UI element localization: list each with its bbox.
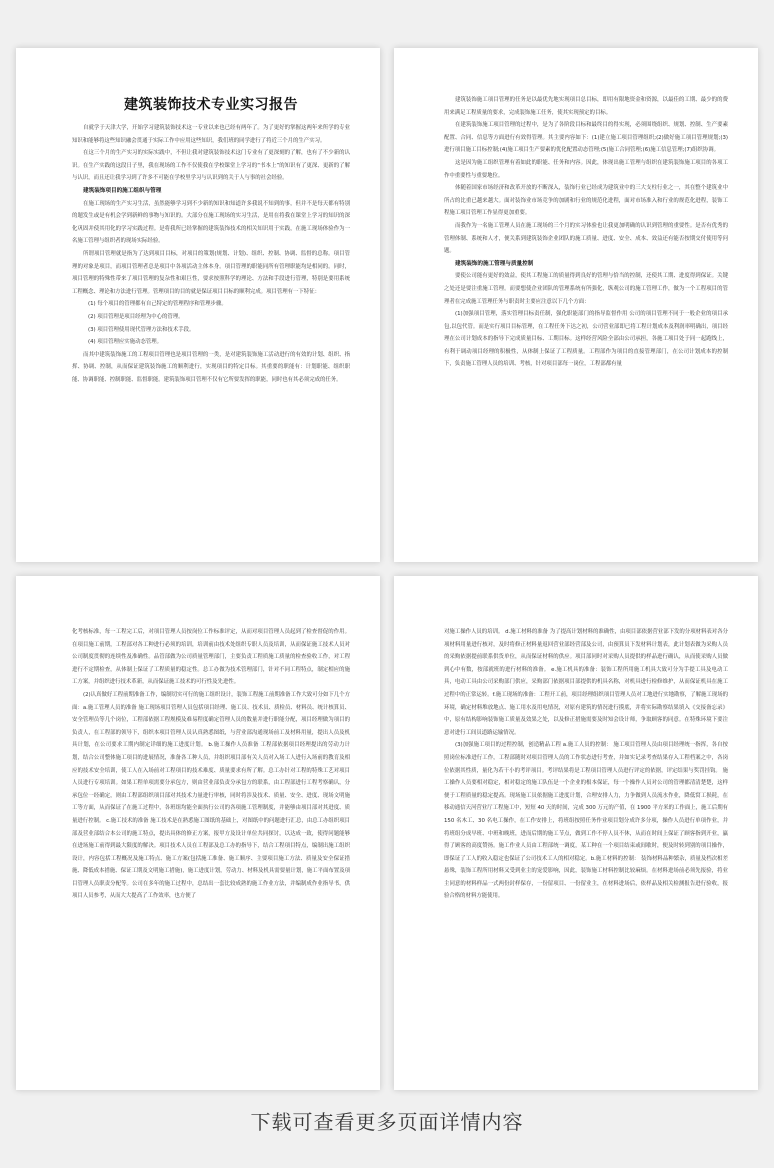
- paragraph: 化考核标准，每一工程完工后，对项目管理人员按岗位工作标准评定，从而对项目管理人员起到了检查督促的作用。 在项目施工前期，工程部对各工种进行必须的培训，培训前由技术处组织专职人员及培训，从而保证施工技术人员对公司制度贯彻的连续性及准确性。品管部做为公司质量管理部门，主要负责工程质施工质量的检查验收工作，对工程进行不定期检查，从体制上保证了工程质量的稳定性。总工办做为技术管理部门，针对不同工程特点，制定相应的施工方案，并组织进行技术革新，从而保证施工技术的可行性及先进性。: [72, 629, 350, 686]
- paragraph: (1)加强项目管理，落实管理目标责任制，强化职能部门的指导监督作用 公司的项目管理不同于一般企业的项目承包,以包代管。而是实行项目目标管理，在工程任务下达之初，公司营业部即已将工程计划成本及利润率明确出，项目经理在公司计划成本的指导下完成质量目标、工期目标。这样经营风险全部由公司承担，各施工项目处于同一起跑线上，有利于调动项目经理的积极性，从体制上保证了工程质量。工程部作为项目的直接管理部门，在公司计划成本的控制下，负责施工管理人员的培训、考核，针对项目部每一岗位，工程部都有量: [444, 311, 728, 368]
- list-item: (2) 项目管理是项目经理为中心的管理。: [88, 313, 184, 320]
- list-item: (3) 项目管理使用现代管理方法和技术手段。: [88, 326, 195, 333]
- paragraph: 在这三个月的生产实习的实际实践中，不但让我对建筑装饰技术这门专业有了更深刻的了解，也有了不少新的认识。在生产实践的这段日子里，我在现场的工作不仅使我在学校课堂上学习的“书本上”的知识有了更深、更新的了解与认识，而且还让我学习到了许多不可能在学校里学习与认识到的关于人与事的社会经验。: [72, 150, 350, 182]
- section-heading: 建筑装饰的施工管理与质量控制: [455, 260, 534, 267]
- paragraph: 对施工操作人员的培训。 d.施工材料的准备 为了提高计划材料的准确性，由项目部依据营业部下发的分项材料表对各分项材料用量进行核对，及时将修正材料量返回营业部经营部及公司，由预算员下发材料计划表，此计划表做为采购人员的采购依据提前联系供货单位，从而保证材料的供应。项目部同时对采购人员提供的样品进行确认，从而使采购人员做到心中有数，按部就班的进行材料的准备。 e.施工机具的准备：装饰工程所用施工机具大致可分为手提工具及电动工具，电动工具由公司采购部门供应，采购部门依据项目部提供的机具名称，对机具进行检修维护，从而保证机具在施工过程中的正常运转。f.施工现场的准备：工程开工前，项目经理组织项目管理人员对工地进行实地勘察，了解施工现场的环境，确定材料堆放地点、施工用水及用电情况，对原有建筑的情况进行摸底，并将实际勘察结果填入《交接备忘录》中，原有结构影响装饰施工质量及效果之处，以及修正措施需要及时知会设计师，争取顾客的同意。在特殊环境下要注意对进行工间员道路运输情况。: [444, 629, 728, 736]
- document-page-4: [394, 576, 758, 1090]
- document-page-3: [16, 576, 380, 1090]
- list-item: (1) 每个项目的管理都有自己特定的管理程序和管理步骤。: [88, 301, 227, 308]
- paragraph: 要使公司能有更好的效益，使其工程施工的质量得到良好的管理与恰当的控制，还使其工期、进度得到保证。关键之处还是要注重施工管理。而要想使企业团队的管理系统有所强化，纵观公司的施工管理工作，做为一个工程项目的管理者在完成施工管理任务与职责时主要应注意以下几个方面：: [444, 273, 728, 305]
- paragraph: 在建筑装饰施工项目管理的过程中，是为了各阶段目标和最终目的得实现，必须围绕组织、规划、控制、生产要素配置、合同、信息等方面进行有效得管理。其主要内容如下：(1)建立施工项目管理组织;(2)做好施工项目管理规划;(3)进行项目施工目标控制;(4)施工项目生产要素的优化配置动态管理;(5)施工合同管理;(6)施工信息管理;(7)组织协调。: [444, 122, 728, 154]
- paragraph: 体随着国家市场经济和改革开放的不断深入，装饰行业已经成为建筑业中的三大支柱行业之一，其在整个建筑业中所占的比重已越来越大。面对装饰业市场竞争的加剧和行业的规范化进程，面对市场准入和行业的规范化进程，装饰工程施工项目管理工作显得更加重要。: [444, 185, 728, 217]
- paragraph: 这是因为施工组织管理有着如此的职能、任务和内容。因此，体现出施工管理与组织在建筑装饰施工项目的各项工作中重要性与重要地位。: [444, 159, 728, 179]
- section-heading: 建筑装饰项目的施工组织与管理: [83, 187, 162, 194]
- download-more-caption[interactable]: 下载可查看更多页面详情内容: [250, 1110, 524, 1134]
- paragraph: 在施工现场的生产实习生活，虽然能够学习到不少新的知识和知道许多我说不知到的事，但并不是每天都有特别的题发生或是有机会学到新鲜的事物与知识的。大部分在施工现场的实习生活，是用在将我在课堂上学习的知识的深化巩固并使其用化的学习实践过程。是将我所已经掌握的建筑装饰技术的相关知识用于实践，在施工现场体验作为一名施工管理与组织者的现场实际经验。: [72, 200, 350, 245]
- document-page-1: [16, 48, 380, 562]
- document-page-2: [394, 48, 758, 562]
- paragraph: (2)认真做好工程前期准备工作，编制切实可行的施工组织设计，装饰工程施工前期准备工作大致可分如下几个方面：a.施工管理人员的准备 施工现场项目管理人员包括项目经理、施工员、技术员、质检员、材料员、统计核算员、安全管理员等几个岗位，工程部依据工程规模及难易程度确定管理人员的数量并进行职能分配，项目经理做为项目的负责人，在工程部的领导下，组织本项目管理人员认真熟悉图纸，与营业部沟通现场前工及材料用量，提出人员及机具计划，在公司要求工期内制定详细的施工进度计划。 b.施工操作人员准备 工程部依据项目经理提出的劳动力计划，结合公司整体施工项目的进展情况，准备各工种人员，并组织项目部有关人员对入场工人进行入场前的教育及相应的技术安全培训，使工人在入场前对工程项目的技术难度、质量要求有所了解。总工办针对工程的特殊工艺对项目人员进行专项培训。如果工程单项需要分承包方，则由营业部负责分承包方的联系，由工程部进行工程考察确认，分承包位一经确定，则由工程部组织项目部对其技术力量进行审核，同时将涉及技术、质量、安全、进度、现场文明施工等方面，从而保证了在施工过程中，各班组均能全面执行公司的各项施工管理制度，并能够由项目部对其进度、质量进行控制。 c.施工技术的准备 施工技术是在熟悉施工图纸的基础上，对图纸中的问题进行汇总，由总工办组织项目部及营业部结合本公司的施工特点，提出具体的修正方案，报甲方及设计单位共同探讨，以达成一致，使得问题能够在进场施工前得到最大限度的解决。项目技术人员在工程部及总工办的指导下，结合工程项目特点，编制出施工组织设计，内容包括工程概况及施工特点、施工方案(包括施工准备、施工顺序、主要项目施工方法、质量及安全保证措施、降低成本措施、保证工期及文明施工措施)，施工进度计划，劳动力、材料及机具需要量计划，施工平面布置及项目管理人员职责分配等。公司在多年的施工过程中，总结出一套比较成熟的施工作业方法，并编制成作业指导书，供项目人员参考，从而大大提高了工作效率，也方便了: [72, 691, 350, 900]
- paragraph: 自就学于天津大学，开始学习建筑装饰技术这一专业以来也已经有两年了。为了更好的掌握这两年来所学的专业知识和能够将这些知识融会贯通于实际工作中应用这些知识，我们班的同学进行了将近三个月的生产实习。: [72, 125, 350, 144]
- list-item: (4) 项目管理应实施动态管理。: [88, 339, 163, 346]
- document-title: 建筑装饰技术专业实习报告: [124, 97, 298, 113]
- paragraph: 所谓项目管理就是指为了达到项目目标，对项目的策划(规划、计划)、组织、控制、协调、监督的总称。项目管理的对象是项目，而项目管理者总是项目中各项活动主体本身。项目管理的职能同所有管理职能均是相同的。同时，项目管理的特殊性带来了项目管理的复杂性和艰巨性，要求按照科学的理论、方法和手段进行管理，特别是要用系统工程概念、理论和方法进行管理。管理项目的目的就是保证项目目标的顺利完成。项目管理有一下特征：: [72, 250, 350, 295]
- paragraph: 而我作为一名施工管理人员在施工现场的三个月的实习体验也让我更加明确的认识到管理的重要性。是否有优秀的管理体制、系统和人才，便关系到建筑装饰企业团队的施工质量、进度、安全、成本、效益还有能否按期交付使用等问题。: [444, 222, 728, 255]
- paragraph: 建筑装饰施工项目管理的任务是以最优先地实现项目总目标，即用有限地资金和资源，以最佳的工期、最少的的费用来满足工程质量的要求，完成装饰施工任务，使其实现预定的目标。: [444, 97, 728, 116]
- paragraph: 而其中建筑装饰施工的工程项目管理也是项目管理的一类，是对建筑装饰施工活动进行的有效的计划、组织、指挥、协调、控制，从而保证建筑装饰施工的顺利进行，实现项目的特定目标。其重要的职能有：计划职能、组织职能、协调职能、控制职能、监督职能。建筑装饰项目管理不仅有它所要发挥的职能，同时也有其必须完成的任务。: [72, 351, 350, 383]
- paragraph: (3)加强施工项目的过程控制，创造精品工程 a.施工人员的控制： 施工项目管理人员由项目经理统一指挥，各自按照岗位标准进行工作，工程部随时对项目管理人员的工作状态进行考查，并如实记录考查结果存入工程档案之中，各岗位依据其性质，量化为若干小的考评项目。考评结果将是工程项目管理人员进行评定的依据，评定结果与奖罚挂钩。 施工操作人员要相对稳定，相对稳定的施工队伍是一个企业的根本保证，每一个操作人员对公司的管理都清清楚楚，这样便于工程质量的稳定提高。现场施工员依据施工进度计划，合理安排人力，力争做到人员流水作业，降低窝工损耗，在移动通信天河营业厅工程施工中，短短 40 天的时间，完成 300 万元的产值，在 1900 平方米的工作面上，施工后期有 150 名木工、30 名电工操作，在工作安排上，将班组按照任务作业项目划分成许多分项，操作人员进行单项作业，并将班组分成早班、中班和晚班，进而后期的施工节点，做到工作不停人员不休，从而在时间上保证了顾客指到开业，赢得了顾客的高度赞扬。施工作业人员由工程部统一调度，某工种在一个项目结束或间歇时，便及时转到别的项目操作，即保证了工人的收入稳定也保证了公司技术工人的相对稳定。b.施工材料的控制： 装饰材料品种繁杂，质量及档次相差悬殊，装饰工程所用材料又受到业主的宠爱影响，因此，装饰施工材料控制比较麻烦。在材料进场前必须先报验，将业主同意的材料样品一式两份封样保存，一份留项目、一份留业主，在材料进场后，依样品及相关检测报告进行验收，报验合格的材料方能使用。: [444, 742, 728, 900]
